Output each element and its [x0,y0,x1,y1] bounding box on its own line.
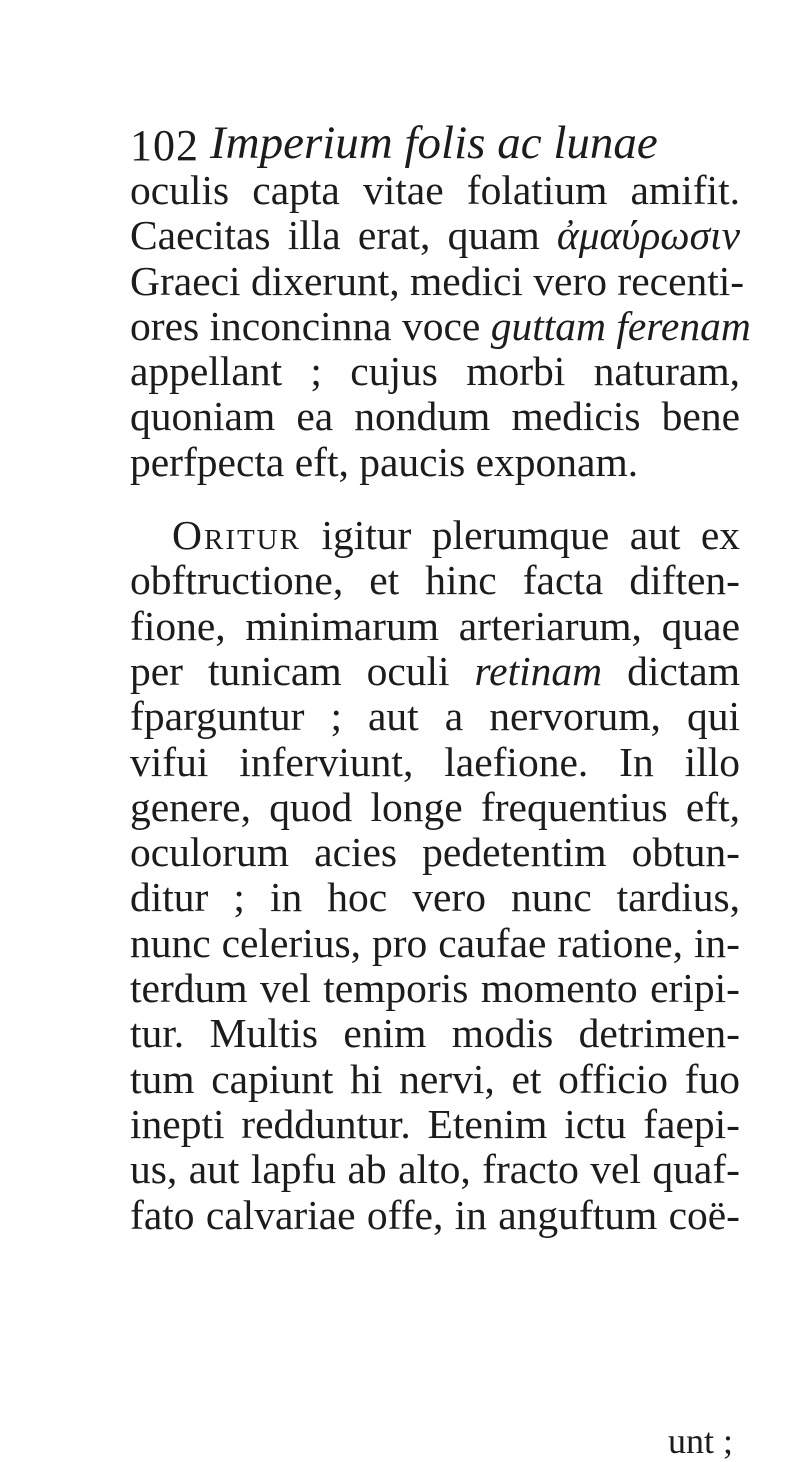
greek-term: ἀμαύρωσιν [556,212,740,259]
text-line: perfpecta eft, paucis exponam. [130,438,639,485]
text-line: oculorum acies pedetentim obtun- [130,829,740,876]
text-line: nunc celerius, pro caufae ratione, in- [130,919,740,966]
text-line: tur. Multis enim modis detrimen- [130,1010,740,1057]
text-line: appellant ; cujus morbi naturam, [130,348,740,395]
text-line: ditur ; in hoc vero nunc tardius, [130,874,740,921]
text-line: genere, quod longe frequentius eft, [130,783,740,830]
text-line: fato calvariae offe, in anguftum coë- [130,1191,740,1238]
text-line: vifui inferviunt, laefione. In illo [130,738,740,785]
catchword: unt ; [668,1421,734,1461]
text-line: ores inconcinna voce guttam ferenam [130,302,751,349]
italic-term: retinam [474,647,603,694]
paragraph-opening-word: Oritur [172,512,301,559]
text-line: Graeci dixerunt, medici vero recenti- [130,257,745,304]
paragraph-gap [130,485,740,513]
text-line: quoniam ea nondum medicis bene [130,393,740,440]
text-line: us, aut lapfu ab alto, fracto vel quaf- [130,1146,740,1193]
text-line: obftructione, et hinc facta diften- [130,557,740,604]
text-line: tum capiunt hi nervi, et officio fuo [130,1055,740,1102]
text-line: fione, minimarum arteriarum, quae [130,602,740,649]
body-text [130,167,751,1238]
text-line: Oritur igitur plerumque aut ex [172,512,741,559]
page-number: 102 [130,121,199,170]
text-line: per tunicam oculi retinam dictam [130,647,741,694]
text-line: terdum vel temporis momento eripi- [130,965,740,1012]
running-head: Imperium folis ac lunae [210,117,658,169]
italic-term: guttam ferenam [490,302,751,349]
text-line: inepti redduntur. Etenim ictu faepi- [130,1100,740,1147]
text-line: Caecitas illa erat, quam ἀμαύρωσιν [130,212,740,259]
text-line: fparguntur ; aut a nervorum, qui [130,693,740,740]
text-line: oculis capta vitae folatium amifit. [130,167,740,213]
